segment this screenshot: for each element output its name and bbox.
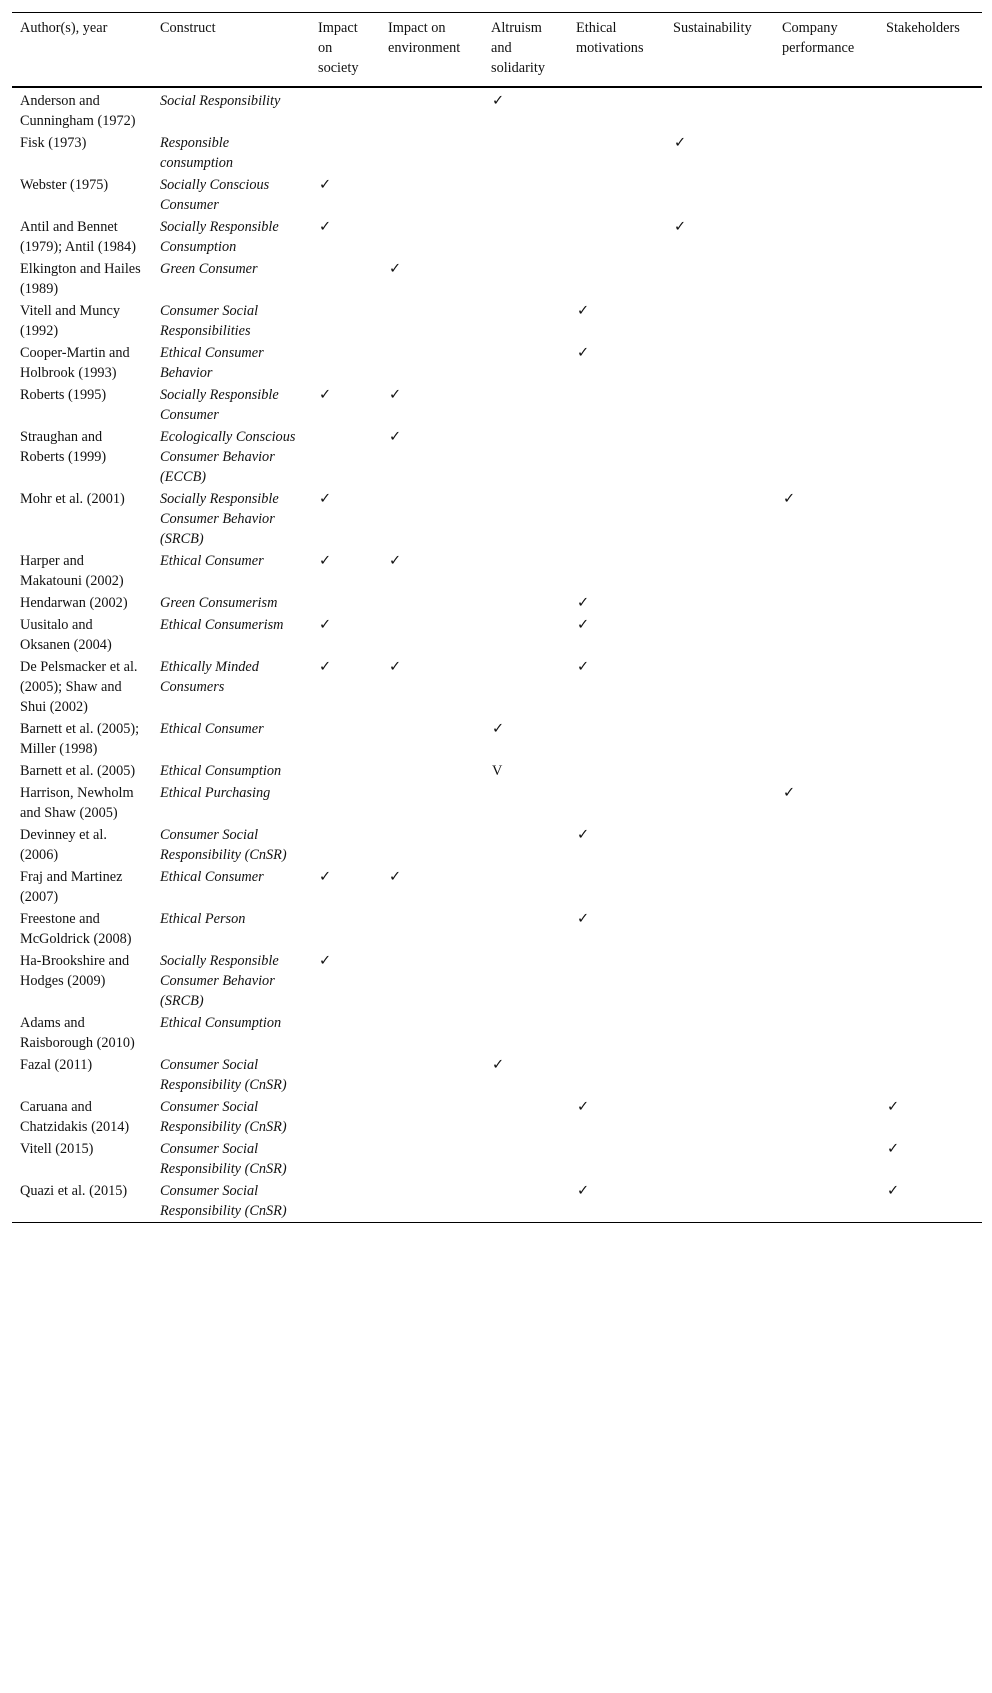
check-cell <box>774 342 878 384</box>
table-row <box>12 614 982 656</box>
check-cell: ✓ <box>389 869 401 885</box>
check-cell: ✓ <box>389 387 401 403</box>
check-cell <box>665 1180 774 1223</box>
check-cell <box>568 132 665 174</box>
author-cell: Mohr et al. (2001) <box>20 491 125 507</box>
check-cell <box>878 824 982 866</box>
check-cell <box>665 384 774 426</box>
column-header: Sustainability <box>673 20 752 36</box>
check-cell <box>380 1012 483 1054</box>
table-row <box>12 1138 982 1180</box>
author-cell: Webster (1975) <box>20 177 109 193</box>
check-cell <box>774 258 878 300</box>
check-cell <box>483 426 568 488</box>
check-cell <box>483 656 568 718</box>
check-cell: ✓ <box>319 617 331 633</box>
check-cell <box>568 760 665 782</box>
check-cell <box>878 656 982 718</box>
check-cell <box>665 258 774 300</box>
check-cell <box>380 216 483 258</box>
check-cell <box>380 1096 483 1138</box>
table-row <box>12 132 982 174</box>
check-cell: ✓ <box>674 135 686 151</box>
check-cell: ✓ <box>492 1057 504 1073</box>
table-row <box>12 866 982 908</box>
check-cell <box>878 718 982 760</box>
check-cell <box>310 342 380 384</box>
check-cell <box>774 300 878 342</box>
author-cell: Devinney et al. (2006) <box>20 827 107 863</box>
check-cell: ✓ <box>577 595 589 611</box>
check-cell <box>568 782 665 824</box>
check-cell <box>310 300 380 342</box>
check-cell <box>665 824 774 866</box>
check-cell <box>878 950 982 1012</box>
check-cell <box>665 866 774 908</box>
check-cell <box>665 614 774 656</box>
check-cell <box>878 550 982 592</box>
check-cell: ✓ <box>492 93 504 109</box>
construct-cell: Consumer Social Responsibility (CnSR) <box>160 1183 287 1219</box>
construct-cell: Socially Responsible Consumer Behavior (SRCB) <box>160 953 279 1009</box>
check-cell <box>878 614 982 656</box>
check-cell <box>483 1096 568 1138</box>
check-cell <box>380 174 483 216</box>
check-cell <box>483 258 568 300</box>
table-row <box>12 384 982 426</box>
check-cell <box>568 488 665 550</box>
check-cell <box>380 824 483 866</box>
check-cell <box>878 782 982 824</box>
column-header: Altruism and solidarity <box>491 20 546 76</box>
table-row <box>12 950 982 1012</box>
check-cell <box>774 950 878 1012</box>
check-cell <box>878 87 982 132</box>
check-cell <box>310 782 380 824</box>
construct-cell: Ethical Consumption <box>160 1015 282 1031</box>
check-cell <box>310 426 380 488</box>
check-cell: ✓ <box>319 553 331 569</box>
table-row <box>12 300 982 342</box>
check-cell <box>310 592 380 614</box>
table-row <box>12 718 982 760</box>
check-cell <box>380 950 483 1012</box>
check-cell <box>774 1138 878 1180</box>
check-cell: ✓ <box>577 659 589 675</box>
check-cell <box>878 866 982 908</box>
check-cell: ✓ <box>577 827 589 843</box>
check-cell <box>483 132 568 174</box>
check-cell <box>310 718 380 760</box>
construct-cell: Ethical Person <box>160 911 246 927</box>
author-cell: Uusitalo and Oksanen (2004) <box>20 617 112 653</box>
check-cell <box>878 132 982 174</box>
table-row <box>12 1096 982 1138</box>
check-cell <box>380 87 483 132</box>
check-cell: ✓ <box>389 553 401 569</box>
construct-comparison-table <box>12 12 982 1223</box>
construct-cell: Green Consumer <box>160 261 258 277</box>
check-cell: ✓ <box>389 261 401 277</box>
author-cell: Quazi et al. (2015) <box>20 1183 128 1199</box>
author-cell: Vitell (2015) <box>20 1141 94 1157</box>
check-cell <box>878 908 982 950</box>
check-cell: ✓ <box>319 491 331 507</box>
construct-cell: Consumer Social Responsibility (CnSR) <box>160 1057 287 1093</box>
check-cell <box>483 1138 568 1180</box>
construct-cell: Consumer Social Responsibilities <box>160 303 259 339</box>
check-cell: ✓ <box>783 491 795 507</box>
check-cell <box>665 718 774 760</box>
table-row <box>12 488 982 550</box>
check-cell <box>483 550 568 592</box>
table-row <box>12 760 982 782</box>
construct-cell: Consumer Social Responsibility (CnSR) <box>160 1141 287 1177</box>
check-cell <box>310 1012 380 1054</box>
author-cell: Cooper-Martin and Holbrook (1993) <box>20 345 130 381</box>
author-cell: Anderson and Cunningham (1972) <box>20 93 136 129</box>
check-cell <box>878 258 982 300</box>
author-cell: Adams and Raisborough (2010) <box>20 1015 135 1051</box>
check-cell <box>774 614 878 656</box>
column-header: Impact on society <box>318 20 359 76</box>
check-cell <box>483 1012 568 1054</box>
check-cell <box>483 782 568 824</box>
check-cell <box>568 950 665 1012</box>
table-container <box>12 12 982 1223</box>
check-cell: ✓ <box>887 1141 899 1157</box>
check-cell <box>568 258 665 300</box>
check-cell <box>483 866 568 908</box>
author-cell: Caruana and Chatzidakis (2014) <box>20 1099 130 1135</box>
check-cell <box>774 1096 878 1138</box>
construct-cell: Ethical Consumer <box>160 869 264 885</box>
header-row <box>12 13 982 88</box>
check-cell <box>665 488 774 550</box>
table-row <box>12 908 982 950</box>
check-cell <box>568 216 665 258</box>
check-cell <box>483 592 568 614</box>
construct-cell: Responsible consumption <box>160 135 234 171</box>
check-cell <box>665 782 774 824</box>
construct-cell: Ethical Purchasing <box>160 785 271 801</box>
check-cell <box>380 760 483 782</box>
check-cell <box>310 824 380 866</box>
check-cell <box>568 426 665 488</box>
table-row <box>12 426 982 488</box>
check-cell <box>483 488 568 550</box>
check-cell <box>665 342 774 384</box>
check-cell: ✓ <box>674 219 686 235</box>
check-cell <box>665 950 774 1012</box>
check-cell: ✓ <box>319 659 331 675</box>
check-cell <box>380 342 483 384</box>
check-cell <box>310 87 380 132</box>
check-cell <box>483 824 568 866</box>
author-cell: Straughan and Roberts (1999) <box>20 429 107 465</box>
check-cell <box>774 592 878 614</box>
author-cell: Antil and Bennet (1979); Antil (1984) <box>20 219 136 255</box>
author-cell: Harrison, Newholm and Shaw (2005) <box>20 785 134 821</box>
column-header: Construct <box>160 20 216 36</box>
check-cell <box>878 216 982 258</box>
table-row <box>12 1180 982 1223</box>
check-cell <box>774 1180 878 1223</box>
check-cell <box>380 132 483 174</box>
check-cell <box>310 132 380 174</box>
table-row <box>12 174 982 216</box>
check-cell <box>310 1180 380 1223</box>
author-cell: Vitell and Muncy (1992) <box>20 303 120 339</box>
check-cell <box>878 1012 982 1054</box>
check-cell <box>568 866 665 908</box>
check-cell: ✓ <box>389 429 401 445</box>
check-cell <box>665 592 774 614</box>
check-cell <box>774 1054 878 1096</box>
check-cell <box>568 384 665 426</box>
author-cell: De Pelsmacker et al. (2005); Shaw and Shui (2002) <box>20 659 138 715</box>
construct-cell: Ethical Consumer <box>160 721 264 737</box>
check-cell <box>310 908 380 950</box>
check-cell: V <box>492 763 503 779</box>
check-cell <box>483 614 568 656</box>
check-cell <box>774 87 878 132</box>
check-cell: ✓ <box>389 659 401 675</box>
check-cell <box>878 760 982 782</box>
check-cell <box>774 132 878 174</box>
check-cell <box>878 174 982 216</box>
table-row <box>12 1012 982 1054</box>
check-cell <box>774 550 878 592</box>
author-cell: Hendarwan (2002) <box>20 595 128 611</box>
check-cell <box>483 216 568 258</box>
check-cell <box>380 592 483 614</box>
check-cell <box>665 1012 774 1054</box>
check-cell: ✓ <box>783 785 795 801</box>
table-row <box>12 87 982 132</box>
check-cell <box>774 824 878 866</box>
check-cell <box>774 718 878 760</box>
table-row <box>12 216 982 258</box>
check-cell <box>380 1054 483 1096</box>
check-cell <box>665 87 774 132</box>
construct-cell: Ethical Consumerism <box>160 617 284 633</box>
check-cell <box>878 426 982 488</box>
check-cell <box>310 760 380 782</box>
table-row <box>12 782 982 824</box>
check-cell: ✓ <box>577 345 589 361</box>
table-row <box>12 824 982 866</box>
check-cell <box>774 384 878 426</box>
table-row <box>12 342 982 384</box>
check-cell <box>774 866 878 908</box>
check-cell <box>665 300 774 342</box>
column-header: Ethical motivations <box>576 20 644 56</box>
author-cell: Fisk (1973) <box>20 135 87 151</box>
check-cell: ✓ <box>577 911 589 927</box>
construct-cell: Socially Responsible Consumer <box>160 387 279 423</box>
construct-cell: Ethical Consumer <box>160 553 264 569</box>
table-row <box>12 592 982 614</box>
check-cell <box>665 1138 774 1180</box>
construct-cell: Socially Conscious Consumer <box>160 177 270 213</box>
check-cell: ✓ <box>319 219 331 235</box>
construct-cell: Consumer Social Responsibility (CnSR) <box>160 827 287 863</box>
check-cell <box>878 592 982 614</box>
check-cell: ✓ <box>319 953 331 969</box>
author-cell: Ha-Brookshire and Hodges (2009) <box>20 953 130 989</box>
check-cell <box>665 908 774 950</box>
check-cell <box>380 1180 483 1223</box>
check-cell <box>380 488 483 550</box>
check-cell <box>774 216 878 258</box>
check-cell <box>380 614 483 656</box>
construct-cell: Ethical Consumer Behavior <box>160 345 264 381</box>
check-cell: ✓ <box>319 177 331 193</box>
author-cell: Fazal (2011) <box>20 1057 93 1073</box>
check-cell <box>483 174 568 216</box>
construct-cell: Socially Responsible Consumption <box>160 219 279 255</box>
check-cell <box>878 384 982 426</box>
check-cell <box>380 300 483 342</box>
check-cell <box>878 300 982 342</box>
check-cell <box>380 1138 483 1180</box>
table-row <box>12 550 982 592</box>
check-cell: ✓ <box>577 1099 589 1115</box>
column-header: Stakeholders <box>886 20 960 36</box>
check-cell: ✓ <box>319 387 331 403</box>
check-cell: ✓ <box>577 303 589 319</box>
check-cell: ✓ <box>577 1183 589 1199</box>
check-cell: ✓ <box>887 1099 899 1115</box>
check-cell <box>774 908 878 950</box>
check-cell <box>483 908 568 950</box>
check-cell <box>380 718 483 760</box>
check-cell <box>380 908 483 950</box>
table-row <box>12 258 982 300</box>
check-cell: ✓ <box>577 617 589 633</box>
construct-cell: Ecologically Conscious Consumer Behavior (ECCB) <box>160 429 296 485</box>
construct-cell: Ethically Minded Consumers <box>160 659 259 695</box>
check-cell <box>310 1138 380 1180</box>
check-cell <box>483 950 568 1012</box>
check-cell <box>665 426 774 488</box>
construct-cell: Ethical Consumption <box>160 763 282 779</box>
author-cell: Elkington and Hailes (1989) <box>20 261 141 297</box>
check-cell <box>568 1138 665 1180</box>
check-cell <box>568 550 665 592</box>
author-cell: Harper and Makatouni (2002) <box>20 553 124 589</box>
check-cell <box>568 1054 665 1096</box>
check-cell <box>483 300 568 342</box>
check-cell <box>878 488 982 550</box>
check-cell <box>774 426 878 488</box>
check-cell <box>665 550 774 592</box>
author-cell: Barnett et al. (2005) <box>20 763 136 779</box>
check-cell <box>878 1054 982 1096</box>
check-cell <box>310 1096 380 1138</box>
construct-cell: Green Consumerism <box>160 595 278 611</box>
author-cell: Barnett et al. (2005); Miller (1998) <box>20 721 140 757</box>
construct-cell: Social Responsibility <box>160 93 281 109</box>
check-cell <box>665 1096 774 1138</box>
check-cell: ✓ <box>887 1183 899 1199</box>
check-cell <box>774 760 878 782</box>
check-cell <box>774 174 878 216</box>
author-cell: Fraj and Martinez (2007) <box>20 869 123 905</box>
table-header <box>12 13 982 88</box>
check-cell <box>665 760 774 782</box>
check-cell <box>310 258 380 300</box>
check-cell <box>310 1054 380 1096</box>
table-row <box>12 1054 982 1096</box>
check-cell <box>568 87 665 132</box>
table-row <box>12 656 982 718</box>
check-cell <box>665 174 774 216</box>
column-header: Author(s), year <box>20 20 108 36</box>
check-cell <box>568 174 665 216</box>
check-cell <box>878 342 982 384</box>
check-cell <box>665 656 774 718</box>
check-cell <box>774 1012 878 1054</box>
check-cell <box>774 656 878 718</box>
column-header: Company performance <box>782 20 855 56</box>
check-cell <box>665 1054 774 1096</box>
construct-cell: Socially Responsible Consumer Behavior (SRCB) <box>160 491 279 547</box>
author-cell: Roberts (1995) <box>20 387 107 403</box>
check-cell <box>568 1012 665 1054</box>
check-cell: ✓ <box>319 869 331 885</box>
check-cell <box>483 342 568 384</box>
check-cell <box>380 782 483 824</box>
column-header: Impact on environment <box>388 20 461 56</box>
check-cell: ✓ <box>492 721 504 737</box>
table-body <box>12 87 982 1223</box>
construct-cell: Consumer Social Responsibility (CnSR) <box>160 1099 287 1135</box>
author-cell: Freestone and McGoldrick (2008) <box>20 911 132 947</box>
check-cell <box>568 718 665 760</box>
check-cell <box>483 384 568 426</box>
check-cell <box>483 1180 568 1223</box>
